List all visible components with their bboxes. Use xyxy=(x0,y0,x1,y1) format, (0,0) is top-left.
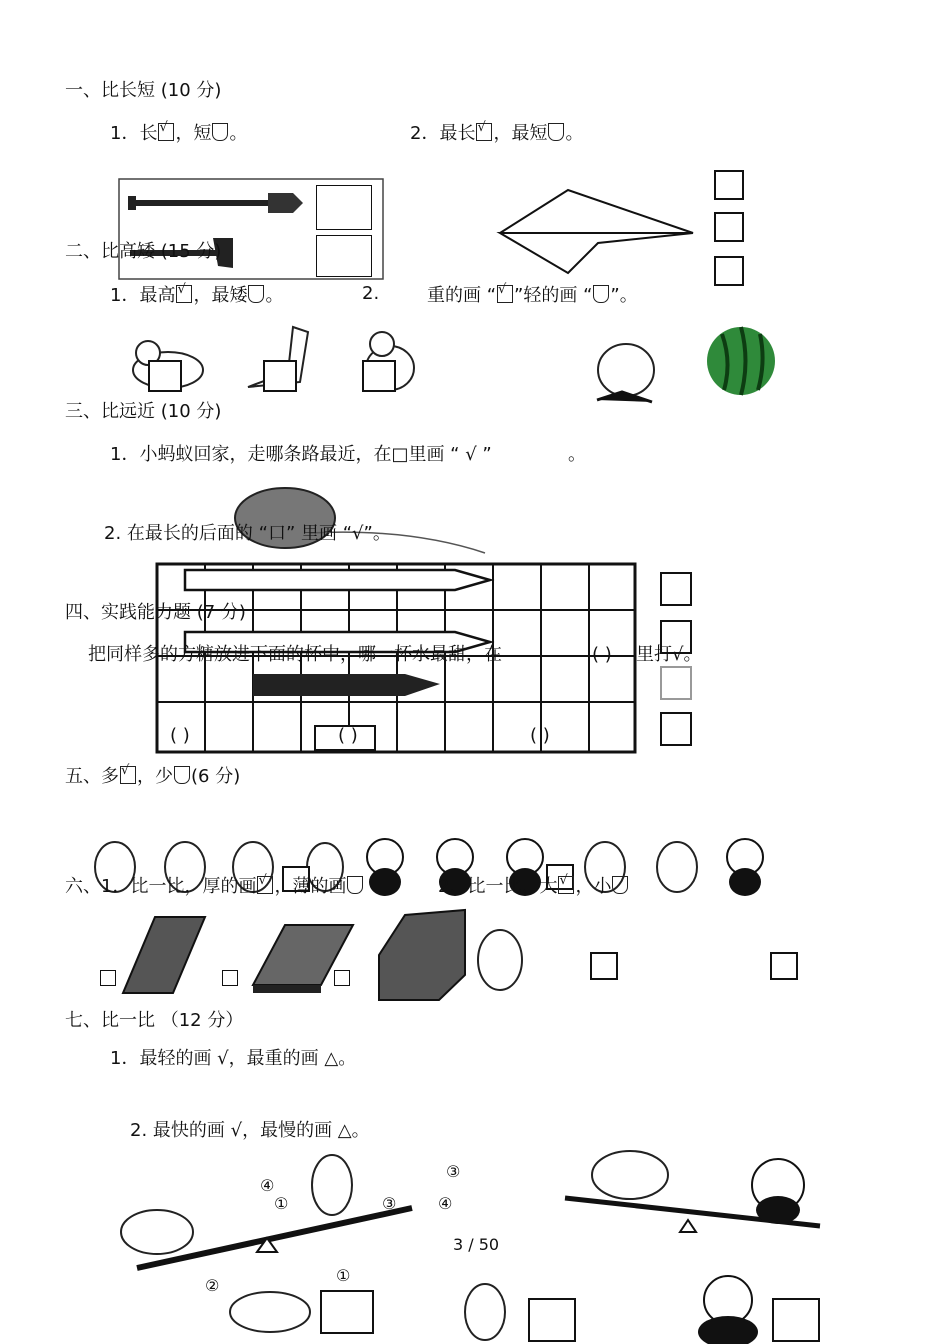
check-box xyxy=(257,873,273,894)
seesaw-right-illustration xyxy=(560,1140,825,1240)
check-mark: √ xyxy=(121,763,130,778)
s4-paren[interactable]: ( ) xyxy=(592,644,612,665)
s5-text-b: ，少 xyxy=(137,766,173,787)
check-mark: √ xyxy=(498,282,507,297)
circle-box xyxy=(612,876,628,894)
s6-text-d: ，小 xyxy=(575,876,612,897)
section-7-title: 七、比一比 （12 分） xyxy=(65,1010,244,1031)
circled-4b: ④ xyxy=(438,1194,453,1213)
s1-q1-text-c: 。 xyxy=(229,123,248,144)
circle-box xyxy=(174,766,190,784)
section-4-title: 四、实践能力题 (7 分) xyxy=(65,602,246,623)
s7-q1: 1．最轻的画 √，最重的画 △。 xyxy=(110,1048,357,1069)
answer-box[interactable] xyxy=(590,952,618,980)
circle-box xyxy=(347,876,363,894)
page-number: 3 / 50 xyxy=(453,1235,500,1254)
answer-box[interactable] xyxy=(316,235,372,277)
s2-q2-num: 2. xyxy=(362,283,380,304)
answer-box[interactable] xyxy=(362,360,396,392)
s3-q1: 1．小蚂蚁回家，走哪条路最近，在□里画 “ √ ” xyxy=(110,444,492,465)
s5-text-c: (6 分) xyxy=(191,766,241,787)
s1-q1-text-b: ，短 xyxy=(175,123,212,144)
watermelon-illustration xyxy=(702,322,780,400)
section-5-title xyxy=(65,763,241,787)
check-mark: √ xyxy=(177,282,186,297)
s6-text-c: 2．比一比，大 xyxy=(438,876,558,897)
answer-box[interactable] xyxy=(660,712,692,746)
monkey-illustration xyxy=(455,1272,515,1342)
answer-box[interactable] xyxy=(320,1290,374,1334)
s6-q2 xyxy=(438,873,629,897)
section-1-title: 一、比长短 (10 分) xyxy=(65,80,222,101)
s2-q2-text-d: ”。 xyxy=(610,285,638,306)
circle-box xyxy=(593,285,609,303)
s2-q2-text-c: ”轻的画 “ xyxy=(514,285,593,306)
s5-title-text: 五、多 xyxy=(65,766,119,787)
check-box xyxy=(476,120,492,141)
s2-q2 xyxy=(427,282,638,306)
check-box xyxy=(120,763,136,784)
answer-box[interactable] xyxy=(660,666,692,700)
s7-q2: 2. 最快的画 √，最慢的画 △。 xyxy=(130,1120,370,1141)
answer-box[interactable] xyxy=(222,970,238,986)
s1-q2-text-b: ，最短 xyxy=(493,123,548,144)
check-box xyxy=(558,873,574,894)
answer-box[interactable] xyxy=(714,170,744,200)
s6-title-text: 六、1．比一比，厚的画 xyxy=(65,876,257,897)
panda-illustration xyxy=(690,1272,765,1342)
s4-text2: 里打√。 xyxy=(636,644,702,665)
check-box xyxy=(497,282,513,303)
s1-q2-text-c: 。 xyxy=(565,123,584,144)
cup-1-paren[interactable]: ( ) xyxy=(170,725,190,746)
s3-q2: 2. 在最长的后面的 “口” 里画 “√”。 xyxy=(104,523,391,544)
answer-box[interactable] xyxy=(714,212,744,242)
circled-3: ③ xyxy=(382,1194,397,1213)
s2-q1 xyxy=(110,282,284,306)
s1-q1-text: 1．长 xyxy=(110,123,158,144)
circled-4: ④ xyxy=(260,1176,275,1195)
wood-blocks-illustration xyxy=(95,905,540,1005)
answer-box[interactable] xyxy=(263,360,297,392)
circled-3b: ③ xyxy=(446,1162,461,1181)
answer-box[interactable] xyxy=(770,952,798,980)
s2-q1-text-c: 。 xyxy=(265,285,284,306)
answer-box[interactable] xyxy=(316,185,372,230)
seesaw-left-illustration xyxy=(112,1140,422,1275)
s2-q1-text-b: ，最矮 xyxy=(193,285,248,306)
ant-house-illustration xyxy=(230,478,490,558)
peach-illustration xyxy=(592,340,662,406)
circled-2: ② xyxy=(205,1276,220,1295)
cup-2-paren[interactable]: ( ) xyxy=(338,725,358,746)
circle-box xyxy=(212,123,228,141)
circled-1b: ① xyxy=(336,1266,351,1285)
s6-text-b: ，薄的画 xyxy=(274,876,347,897)
cow-illustration xyxy=(215,1282,315,1342)
answer-box[interactable] xyxy=(660,572,692,606)
s4-text: 把同样多的方糖放进下面的杯中，哪一杯水最甜，在 xyxy=(88,644,502,665)
check-box xyxy=(158,120,174,141)
s2-q1-text: 1．最高 xyxy=(110,285,176,306)
s2-q2-text-b: 重的画 “ xyxy=(427,285,497,306)
answer-box[interactable] xyxy=(772,1298,820,1342)
answer-box[interactable] xyxy=(334,970,350,986)
answer-box[interactable] xyxy=(528,1298,576,1342)
answer-box[interactable] xyxy=(148,360,182,392)
circle-box xyxy=(548,123,564,141)
cup-3-paren[interactable]: ( ) xyxy=(530,725,550,746)
check-box xyxy=(176,282,192,303)
check-mark: √ xyxy=(559,873,568,888)
circle-box xyxy=(248,285,264,303)
circled-1: ① xyxy=(274,1194,289,1213)
lines-illustration xyxy=(498,188,698,278)
s3-q1-end: 。 xyxy=(568,444,586,465)
section-2-title: 二、比高矮 (15 分) xyxy=(65,241,222,262)
answer-box[interactable] xyxy=(100,970,116,986)
check-mark: √ xyxy=(159,120,168,135)
check-mark: √ xyxy=(258,873,267,888)
s1-q2 xyxy=(410,120,584,144)
section-3-title: 三、比远近 (10 分) xyxy=(65,401,222,422)
s1-q2-text: 2．最长 xyxy=(410,123,476,144)
answer-box[interactable] xyxy=(714,256,744,286)
section-6-title xyxy=(65,873,364,897)
check-mark: √ xyxy=(477,120,486,135)
s1-q1 xyxy=(110,120,248,144)
